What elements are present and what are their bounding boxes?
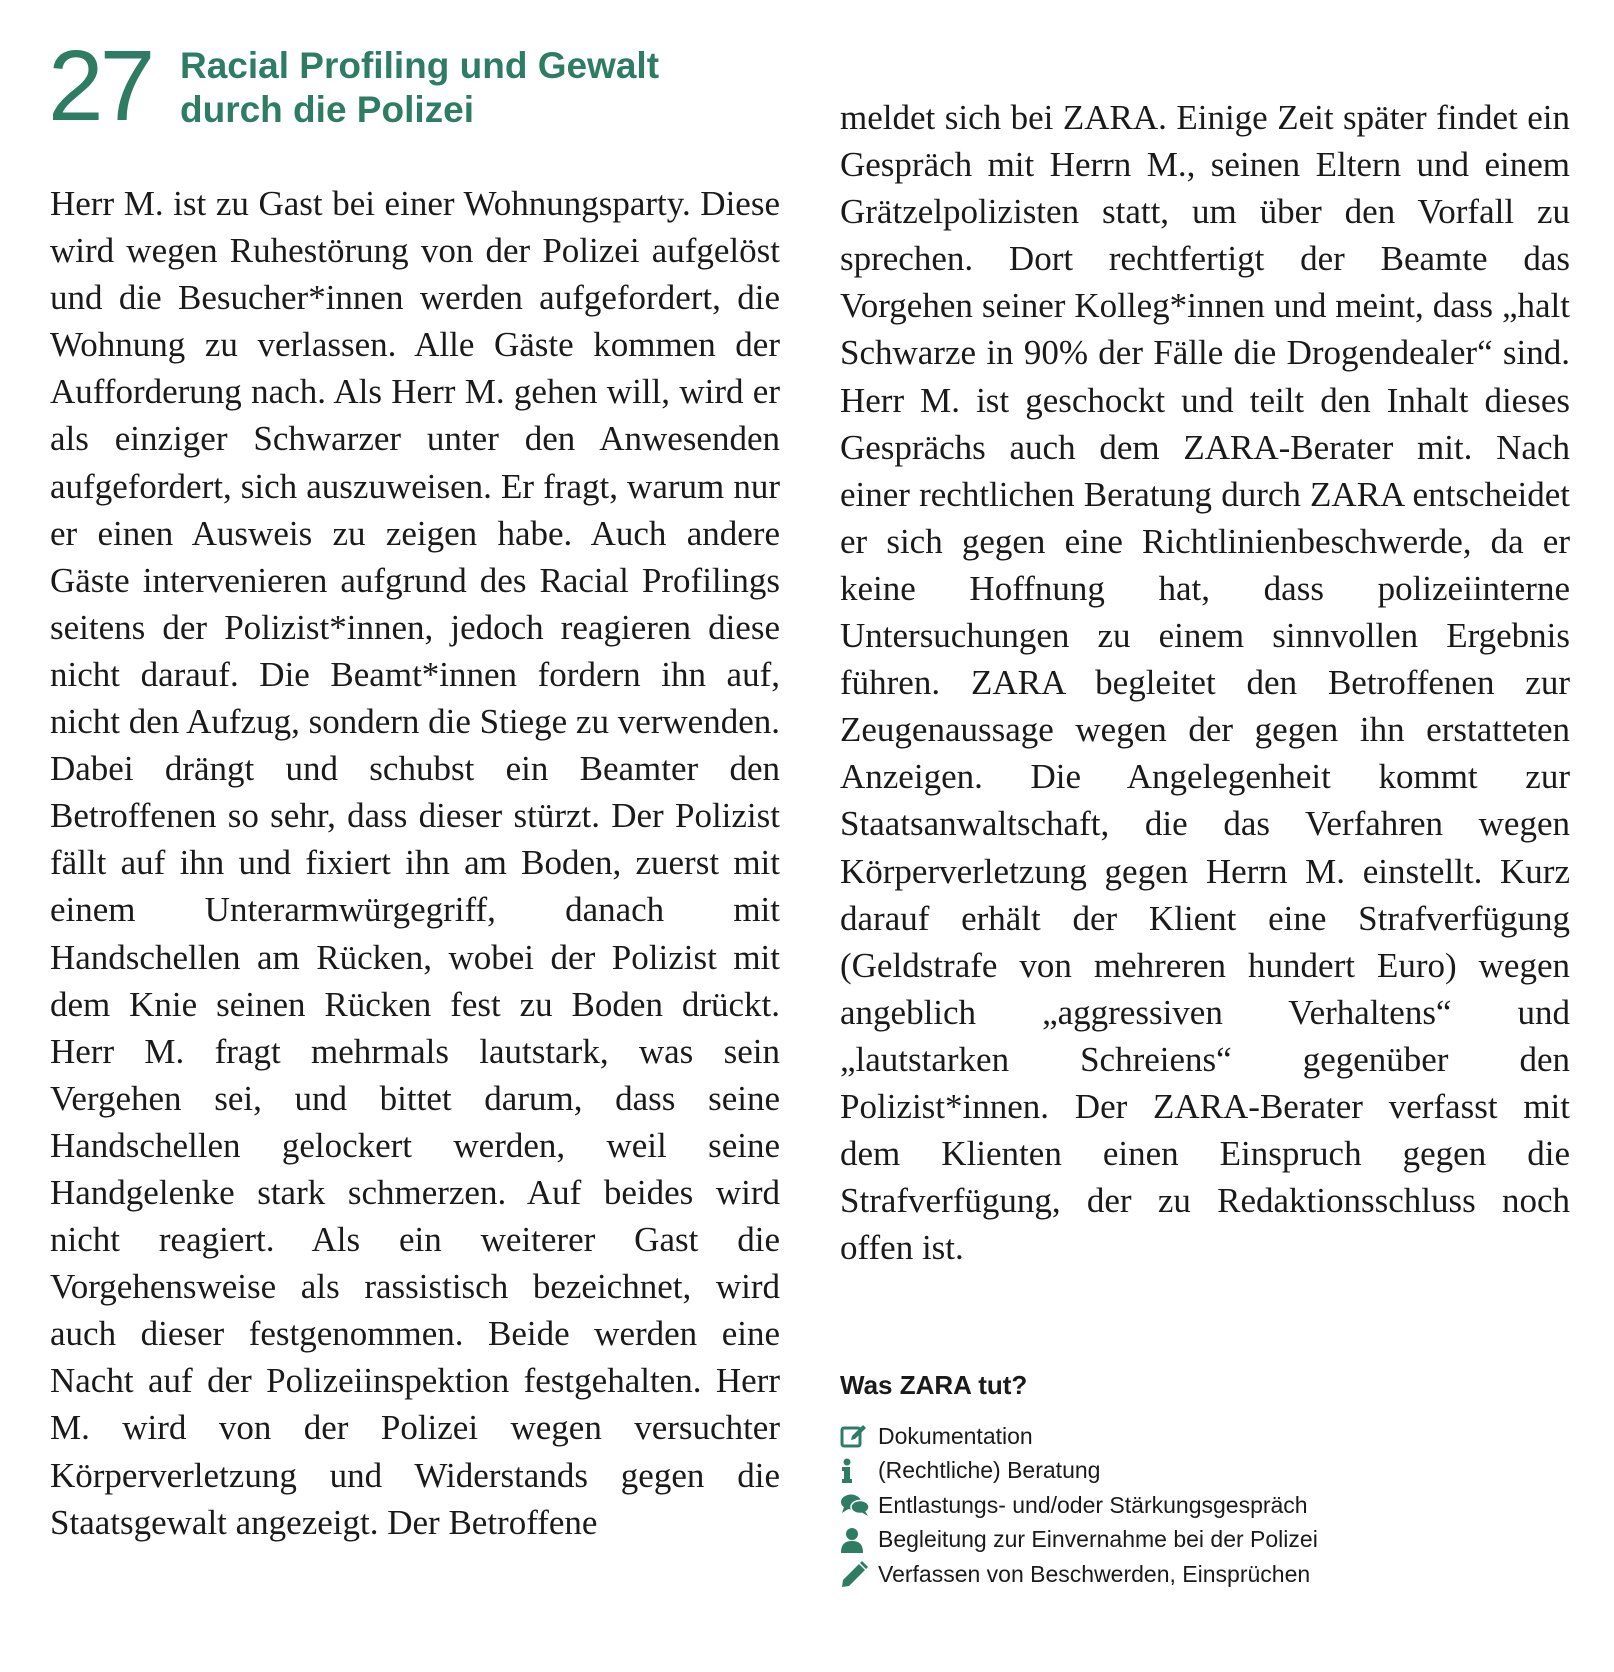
case-title: Racial Profiling und Gewalt durch die Polizei bbox=[180, 45, 660, 130]
pencil-icon bbox=[840, 1560, 870, 1588]
zara-actions bbox=[840, 1370, 1560, 1592]
list-item-label: (Rechtliche) Beratung bbox=[878, 1457, 1101, 1484]
edit-icon bbox=[840, 1422, 870, 1450]
info-icon bbox=[840, 1457, 870, 1485]
list-item-label: Dokumentation bbox=[878, 1422, 1033, 1449]
person-icon bbox=[840, 1526, 870, 1554]
body-column-left: Herr M. ist zu Gast bei einer Wohnungsparty. Diese wird wegen Ruhestörung von der Polizei aufgelöst und die Besucher*innen werden aufgefordert, die Wohnung zu verlassen. Alle Gäste kommen der Aufforderung nach. Als Herr M. gehen will, wird er als einziger Schwarzer unter den Anwesenden aufgefordert, sich auszuweisen. Er fragt, warum nur er einen Ausweis zu zeigen habe. Auch andere Gäste intervenieren aufgrund des Racial Profilings seitens der Polizist*innen, jedoch reagieren diese nicht darauf. Die Beamt*innen fordern ihn auf, nicht den Aufzug, sondern die Stiege zu verwenden. Dabei drängt und schubst ein Beamter den Betroffenen so sehr, dass dieser stürzt. Der Polizist fällt auf ihn und fixiert ihn am Boden, zuerst mit einem Unterarmwürgegriff, danach mit Handschellen am Rücken, wobei der Polizist mit dem Knie seinen Rücken fest zu Boden drückt. Herr M. fragt mehrmals lautstark, was sein Vergehen sei, und bittet darum, dass seine Handschellen gelockert werden, weil seine Handgelenke stark schmerzen. Auf beides wird nicht reagiert. Als ein weiterer Gast die Vorgehensweise als rassistisch bezeichnet, wird auch dieser festgenommen. Beide werden eine Nacht auf der Polizeiinspektion festgehalten. Herr M. wird von der Polizei wegen versuchter Körperverletzung und Widerstands gegen die Staatsgewalt angezeigt. Der Betroffene bbox=[50, 184, 780, 1542]
list-item bbox=[840, 1454, 1560, 1489]
list-item-label: Verfassen von Beschwerden, Einsprüchen bbox=[878, 1560, 1311, 1587]
zara-heading: Was ZARA tut? bbox=[840, 1370, 1028, 1400]
body-column-right: meldet sich bei ZARA. Einige Zeit später findet ein Gespräch mit Herrn M., seinen Eltern und einem Grätzelpolizisten statt, um über den Vorfall zu sprechen. Dort rechtfertigt der Beamte das Vorgehen seiner Kolleg*innen und meint, dass „halt Schwarze in 90% der Fälle die Drogendealer“ sind. Herr M. ist geschockt und teilt den Inhalt dieses Gesprächs auch dem ZARA-Berater mit. Nach einer rechtlichen Beratung durch ZARA entscheidet er sich gegen eine Richtlinienbeschwerde, da er keine Hoffnung hat, dass polizeiinterne Untersuchungen zu einem sinnvollen Ergebnis führen. ZARA begleitet den Betroffenen zur Zeugenaussage wegen der gegen ihn erstatteten Anzeigen. Die Angelegenheit kommt zur Staatsanwaltschaft, die das Verfahren wegen Körperverletzung gegen Herrn M. einstellt. Kurz darauf erhält der Klient eine Strafverfügung (Geldstrafe von mehreren hundert Euro) wegen angeblich „aggressiven Verhaltens“ und „lautstarken Schreiens“ gegenüber den Polizist*innen. Der ZARA-Berater verfasst mit dem Klienten einen Einspruch gegen die Strafverfügung, der zu Redaktionsschluss noch offen ist. bbox=[840, 98, 1570, 1268]
case-number: 27 bbox=[48, 30, 152, 142]
zara-list bbox=[840, 1419, 1560, 1592]
list-item-label: Entlastungs- und/oder Stärkungsgespräch bbox=[878, 1491, 1308, 1518]
list-item-label: Begleitung zur Einvernahme bei der Polizei bbox=[878, 1526, 1318, 1553]
list-item bbox=[840, 1557, 1560, 1592]
chat-icon bbox=[840, 1491, 870, 1519]
list-item bbox=[840, 1419, 1560, 1454]
list-item bbox=[840, 1488, 1560, 1523]
list-item bbox=[840, 1523, 1560, 1558]
